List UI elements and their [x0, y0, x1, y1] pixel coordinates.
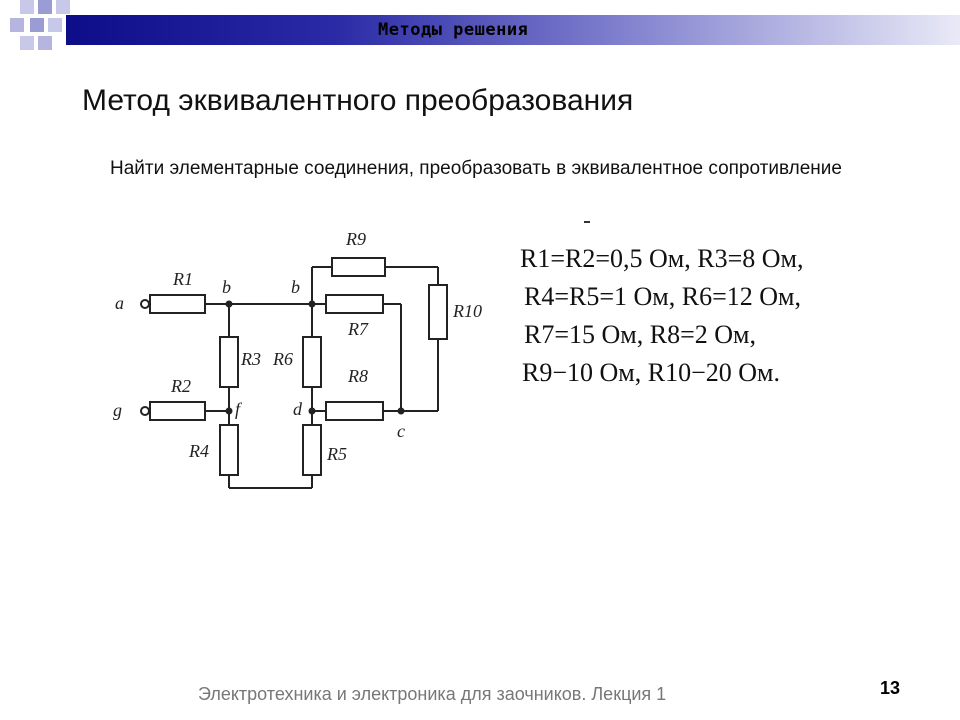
resistor-r9 [332, 258, 385, 276]
node-d: d [293, 399, 302, 419]
terminal-g [141, 407, 149, 415]
slide-body-text: Найти элементарные соединения, преобразовать в эквивалентное сопротивление [110, 158, 842, 179]
label-r2: R2 [171, 376, 191, 396]
label-r8: R8 [348, 366, 368, 386]
label-r6: R6 [273, 349, 293, 369]
values-line-2: R4=R5=1 Ом, R6=12 Ом, [524, 282, 801, 311]
label-r4: R4 [189, 441, 209, 461]
label-r1: R1 [173, 269, 193, 289]
resistor-r4 [220, 425, 238, 475]
node-b-left: b [222, 277, 231, 297]
label-r10: R10 [453, 301, 482, 321]
resistor-r7 [326, 295, 383, 313]
label-r9: R9 [346, 229, 366, 249]
decorative-tick [584, 221, 590, 223]
resistor-r1 [150, 295, 205, 313]
resistor-values [520, 240, 803, 392]
values-line-4: R9−10 Ом, R10−20 Ом. [522, 358, 780, 387]
page-number: 13 [880, 678, 901, 698]
node-a: a [115, 293, 124, 313]
header-title: Методы решения [378, 20, 529, 40]
label-r3: R3 [241, 349, 261, 369]
node-c: c [397, 421, 405, 441]
slide-title: Метод эквивалентного преобразования [82, 84, 634, 117]
values-line-3: R7=15 Ом, R8=2 Ом, [524, 320, 756, 349]
resistor-r8 [326, 402, 383, 420]
resistor-r3 [220, 337, 238, 387]
resistor-r2 [150, 402, 205, 420]
values-line-1: R1=R2=0,5 Ом, R3=8 Ом, [520, 244, 804, 273]
label-r7: R7 [348, 319, 368, 339]
terminal-a [141, 300, 149, 308]
circuit-diagram [105, 215, 495, 505]
node-f: f [235, 399, 241, 419]
resistor-r10 [429, 285, 447, 339]
footer-text: Электротехника и электроника для заочников. Лекция 1 [198, 684, 667, 704]
resistor-r5 [303, 425, 321, 475]
label-r5: R5 [327, 444, 347, 464]
resistor-r6 [303, 337, 321, 387]
node-b-right: b [291, 277, 300, 297]
node-g: g [113, 400, 122, 420]
